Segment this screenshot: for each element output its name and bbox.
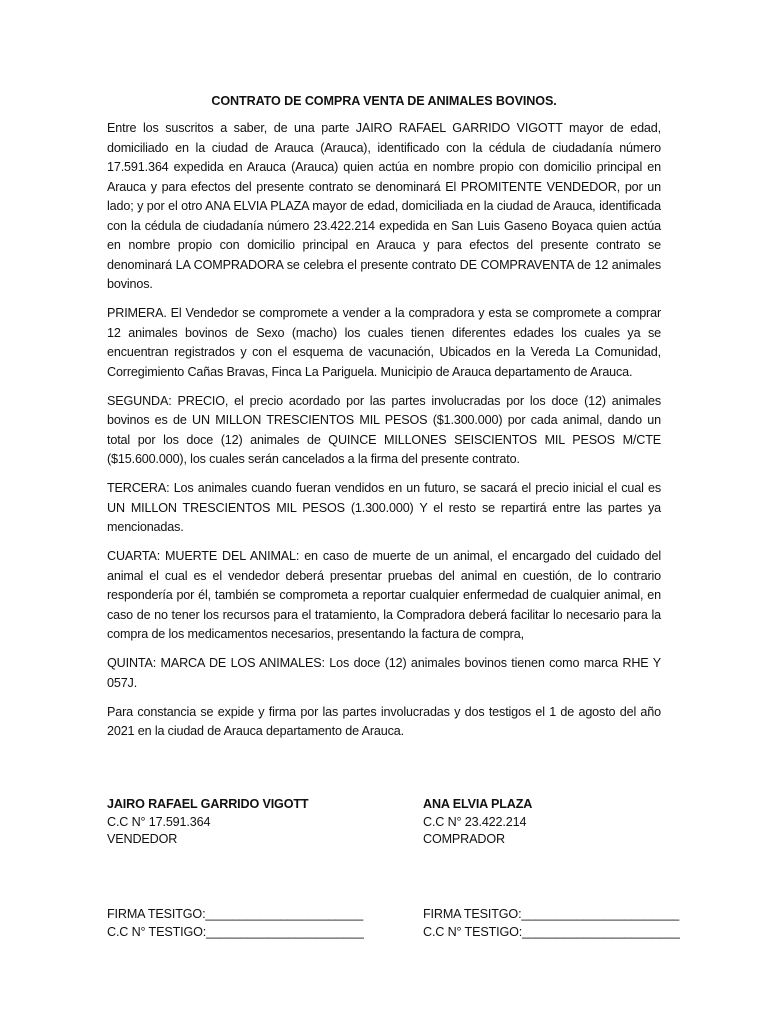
- witness-right-signature-line: FIRMA TESITGO:_______________________: [423, 907, 680, 921]
- witness-block-left: [107, 906, 367, 941]
- paragraph-parties: Entre los suscritos a saber, de una parte JAIRO RAFAEL GARRIDO VIGOTT mayor de edad, domiciliado en la ciudad de Arauca (Arauca), identificado con la cédula de ciudadanía número 17.591.364 expedida en Arauca (Arauca) quien actúa en nombre propio con domicilio principal en Arauca y para efectos del presente contrato se denominará El PROMITENTE VENDEDOR, por un lado; y por el otro ANA ELVIA PLAZA mayor de edad, domiciliada en la ciudad de Arauca, identificada con la cédula de ciudadanía número 23.422.214 expedida en San Luis Gaseno Boyaca quien actúa en nombre propio con domicilio principal en Arauca y para efectos del presente contrato se denominará LA COMPRADORA se celebra el presente contrato DE COMPRAVENTA de 12 animales bovinos.: [107, 121, 661, 291]
- clause-cuarta: CUARTA: MUERTE DEL ANIMAL: en caso de muerte de un animal, el encargado del cuidado del animal el cual es el vendedor deberá presentar pruebas del animal en cuestión, de lo contrario respondería por él, también se comprometa a reportar cualquier enfermedad de cualquier animal, en caso de no tener los recursos para el tratamiento, la Compradora deberá facilitar lo necesario para la compra de los medicamentos necesarios, presentando la factura de compra,: [107, 549, 661, 641]
- witness-block-right: [423, 906, 683, 941]
- seller-name: JAIRO RAFAEL GARRIDO VIGOTT: [107, 797, 309, 811]
- paragraph-closing: Para constancia se expide y firma por las partes involucradas y dos testigos el 1 de agosto del año 2021 en la ciudad de Arauca departamento de Arauca.: [107, 704, 661, 738]
- buyer-id: C.C N° 23.422.214: [423, 814, 527, 829]
- signature-section: [107, 796, 680, 956]
- clause-primera: PRIMERA. El Vendedor se compromete a vender a la compradora y esta se compromete a comprar 12 animales bovinos de Sexo (macho) los cuales tienen diferentes edades los cuales ya se encuentran registrados y con el esquema de vacunación, Ubicados en la Vereda La Comunidad, Corregimiento Cañas Bravas, Finca La Pariguela. Municipio de Arauca departamento de Arauca.: [107, 306, 661, 379]
- contract-document: [107, 92, 661, 751]
- clause-tercera: TERCERA: Los animales cuando fueran vendidos en un futuro, se sacará el precio inicial el cual es UN MILLON TRESCIENTOS MIL PESOS (1.300.000) Y el resto se repartirá entre las partes ya mencionadas.: [107, 481, 661, 534]
- witness-left-id-line: C.C N° TESTIGO:_______________________: [107, 924, 364, 939]
- buyer-name: ANA ELVIA PLAZA: [423, 797, 533, 811]
- witness-right-id-line: C.C N° TESTIGO:_______________________: [423, 924, 680, 939]
- witness-left-signature-line: FIRMA TESITGO:_______________________: [107, 907, 364, 921]
- seller-signature-block: [107, 796, 367, 849]
- seller-role: VENDEDOR: [107, 832, 178, 846]
- buyer-signature-block: [423, 796, 683, 849]
- clause-segunda: SEGUNDA: PRECIO, el precio acordado por las partes involucradas por los doce (12) animales bovinos es de UN MILLON TRESCIENTOS MIL PESOS ($1.300.000) por cada animal, dando un total por los doce (12) animales de QUINCE MILLONES SEISCIENTOS MIL PESOS M/CTE ($15.600.000), los cuales serán cancelados a la firma del presente contrato.: [107, 393, 661, 466]
- document-title: CONTRATO DE COMPRA VENTA DE ANIMALES BOVINOS.: [211, 94, 557, 108]
- buyer-role: COMPRADOR: [423, 832, 505, 846]
- clause-quinta: QUINTA: MARCA DE LOS ANIMALES: Los doce (12) animales bovinos tienen como marca RHE Y 057J.: [107, 656, 661, 690]
- seller-id: C.C N° 17.591.364: [107, 814, 211, 829]
